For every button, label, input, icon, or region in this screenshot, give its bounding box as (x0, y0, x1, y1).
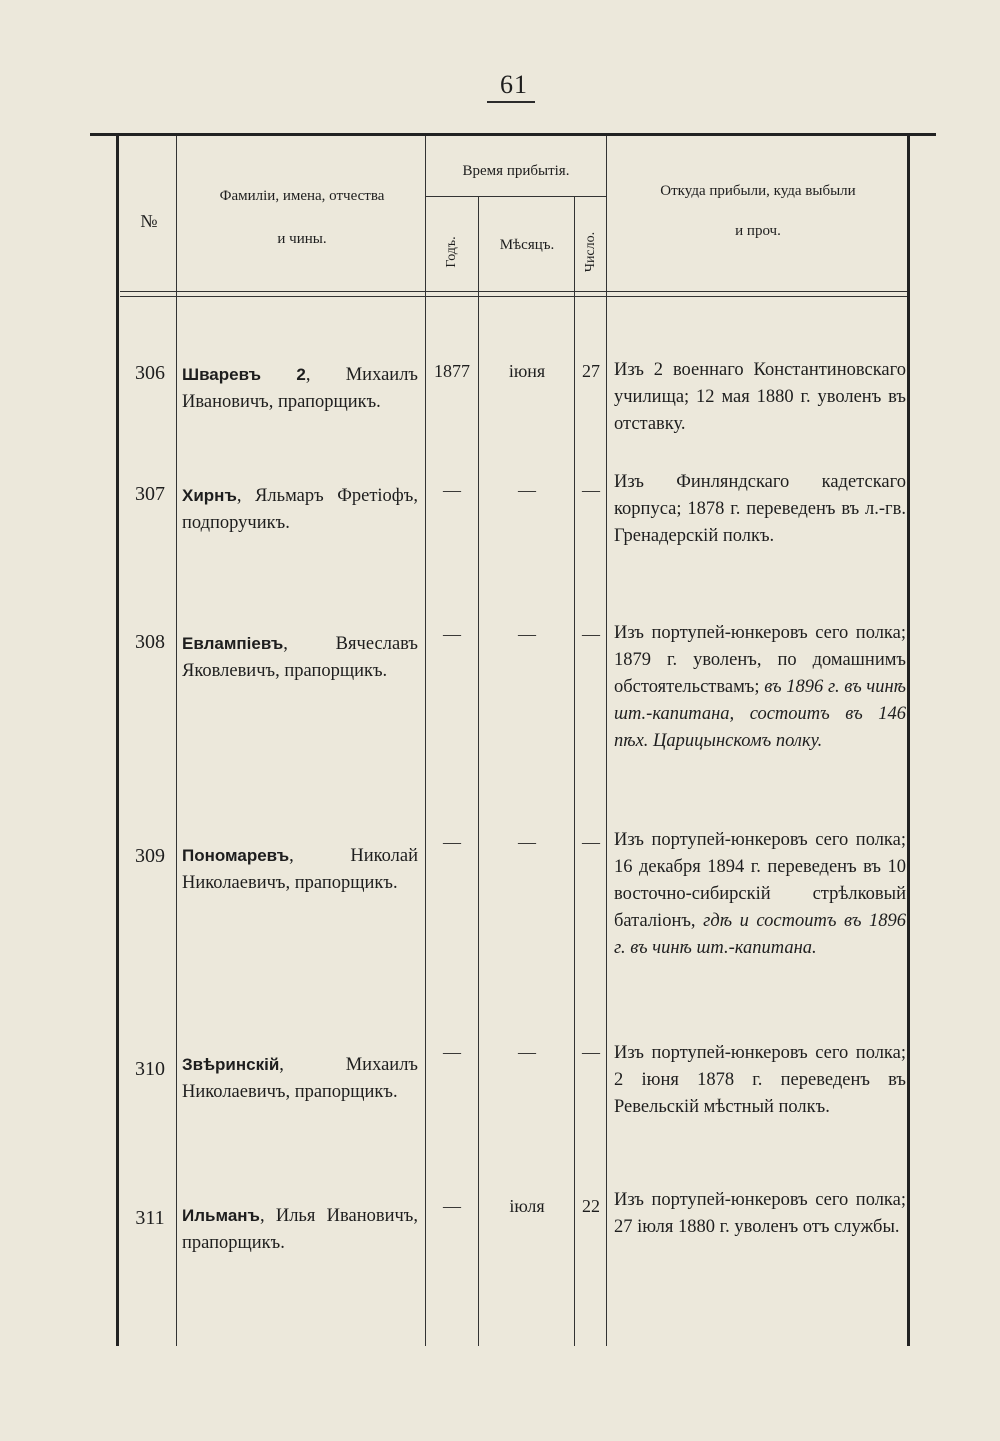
header-name-line1: Фамилiи, имена, отчества (219, 188, 385, 204)
row-name-rest: , Илья Ивановичъ, прапорщикъ. (182, 1206, 418, 1253)
right-border (907, 136, 910, 1346)
row-year: — (443, 832, 461, 852)
header-arrival: Время прибытiя. (462, 163, 570, 179)
row-number: 309 (135, 845, 165, 867)
row-note-text: Изъ Финляндскаго кадетскаго корпуса; 1878 г. переведенъ въ л.-гв. Гренадерскiй полкъ. (614, 472, 906, 546)
header-origin-line1: Откуда прибыли, куда выбыли (660, 183, 856, 199)
row-surname: Евлампiевъ (182, 634, 284, 653)
row-note (614, 620, 906, 755)
row-note (614, 1040, 906, 1121)
col-line-year (478, 196, 479, 1346)
row-note (614, 469, 906, 550)
row-month: — (518, 624, 536, 644)
row-surname: Пономаревъ (182, 846, 290, 865)
row-year: — (443, 1042, 461, 1062)
row-day: — (582, 480, 600, 500)
row-name (182, 1051, 418, 1106)
row-note (614, 827, 906, 962)
row-number: 308 (135, 631, 165, 653)
row-name-rest: , Михаилъ Николаевичъ, прапорщикъ. (182, 1055, 418, 1102)
page-number: 61 (500, 70, 528, 99)
header-year: Годъ. (444, 236, 459, 268)
row-number: 306 (135, 362, 165, 384)
row-name-rest: , Михаилъ Ивановичъ, прапорщикъ. (182, 365, 418, 412)
header-name-line2: и чины. (277, 231, 327, 247)
row-note-italic: гдѣ и состоитъ въ 1896 г. въ чинѣ шт.-капитана. (614, 911, 906, 958)
col-line-num (176, 136, 177, 1346)
row-number: 307 (135, 483, 165, 505)
header-bottom-rule-2 (120, 296, 907, 297)
header-num: № (140, 211, 158, 231)
row-year: — (443, 1196, 461, 1216)
header-origin-line2: и проч. (735, 223, 781, 239)
row-name (182, 361, 418, 416)
row-surname: Ильманъ (182, 1206, 260, 1225)
row-day: 22 (582, 1196, 600, 1216)
header-arrival-rule (426, 196, 606, 197)
row-name-rest: , Вячеславъ Яковлевичъ, прапорщикъ. (182, 634, 418, 681)
row-name (182, 842, 418, 897)
row-month: — (518, 1042, 536, 1062)
row-note-italic: въ 1896 г. въ чинѣ шт.-капитана, состоитъ въ 146 пѣх. Царицынскомъ полку. (614, 677, 906, 751)
row-month: iюня (508, 361, 546, 381)
row-note-text: Изъ портупей-юнкеровъ сего полка; 1879 г. уволенъ, по домашнимъ обстоятельствамъ; (614, 623, 906, 697)
left-border (116, 136, 119, 1346)
row-month: iюля (509, 1196, 545, 1216)
row-year: 1877 (434, 361, 470, 381)
row-day: 27 (582, 361, 600, 381)
col-line-name (425, 136, 426, 1346)
header-day: Число. (583, 231, 598, 273)
row-note-text: Изъ портупей-юнкеровъ сего полка; 2 iюня 1878 г. переведенъ въ Ревельскiй мѣстный полкъ. (614, 1043, 906, 1117)
row-note (614, 357, 906, 438)
row-note-text: Изъ 2 военнаго Константиновскаго училища; 12 мая 1880 г. уволенъ въ отставку. (614, 360, 906, 434)
row-year: — (443, 624, 461, 644)
row-surname: Хирнъ (182, 486, 237, 505)
col-line-month (574, 196, 575, 1346)
page-number-rule (487, 101, 535, 103)
top-rule (90, 133, 936, 136)
header-bottom-rule-1 (120, 291, 907, 292)
row-surname: Звѣринскiй (182, 1055, 280, 1074)
row-name-rest: , Николай Николаевичъ, прапорщикъ. (182, 846, 418, 893)
header-month: Мѣсяцъ. (499, 237, 555, 253)
row-note-text: Изъ портупей-юнкеровъ сего полка; 16 декабря 1894 г. переведенъ въ 10 восточно-сибирскiй стрѣлковый баталiонъ, (614, 830, 906, 931)
row-number: 311 (135, 1207, 165, 1229)
row-month: — (518, 480, 536, 500)
row-name (182, 1202, 418, 1257)
row-name (182, 630, 418, 685)
col-line-day (606, 136, 607, 1346)
row-year: — (443, 480, 461, 500)
row-surname: Шваревъ 2 (182, 365, 306, 384)
row-number: 310 (135, 1058, 165, 1080)
row-name-rest: , Яльмаръ Фретiофъ, подпоручикъ. (182, 486, 418, 533)
row-day: — (582, 1042, 600, 1062)
row-day: — (582, 624, 600, 644)
row-name (182, 482, 418, 537)
row-note (614, 1187, 906, 1241)
row-day: — (582, 832, 600, 852)
row-month: — (518, 832, 536, 852)
row-note-text: Изъ портупей-юнкеровъ сего полка; 27 iюля 1880 г. уволенъ отъ службы. (614, 1190, 906, 1237)
